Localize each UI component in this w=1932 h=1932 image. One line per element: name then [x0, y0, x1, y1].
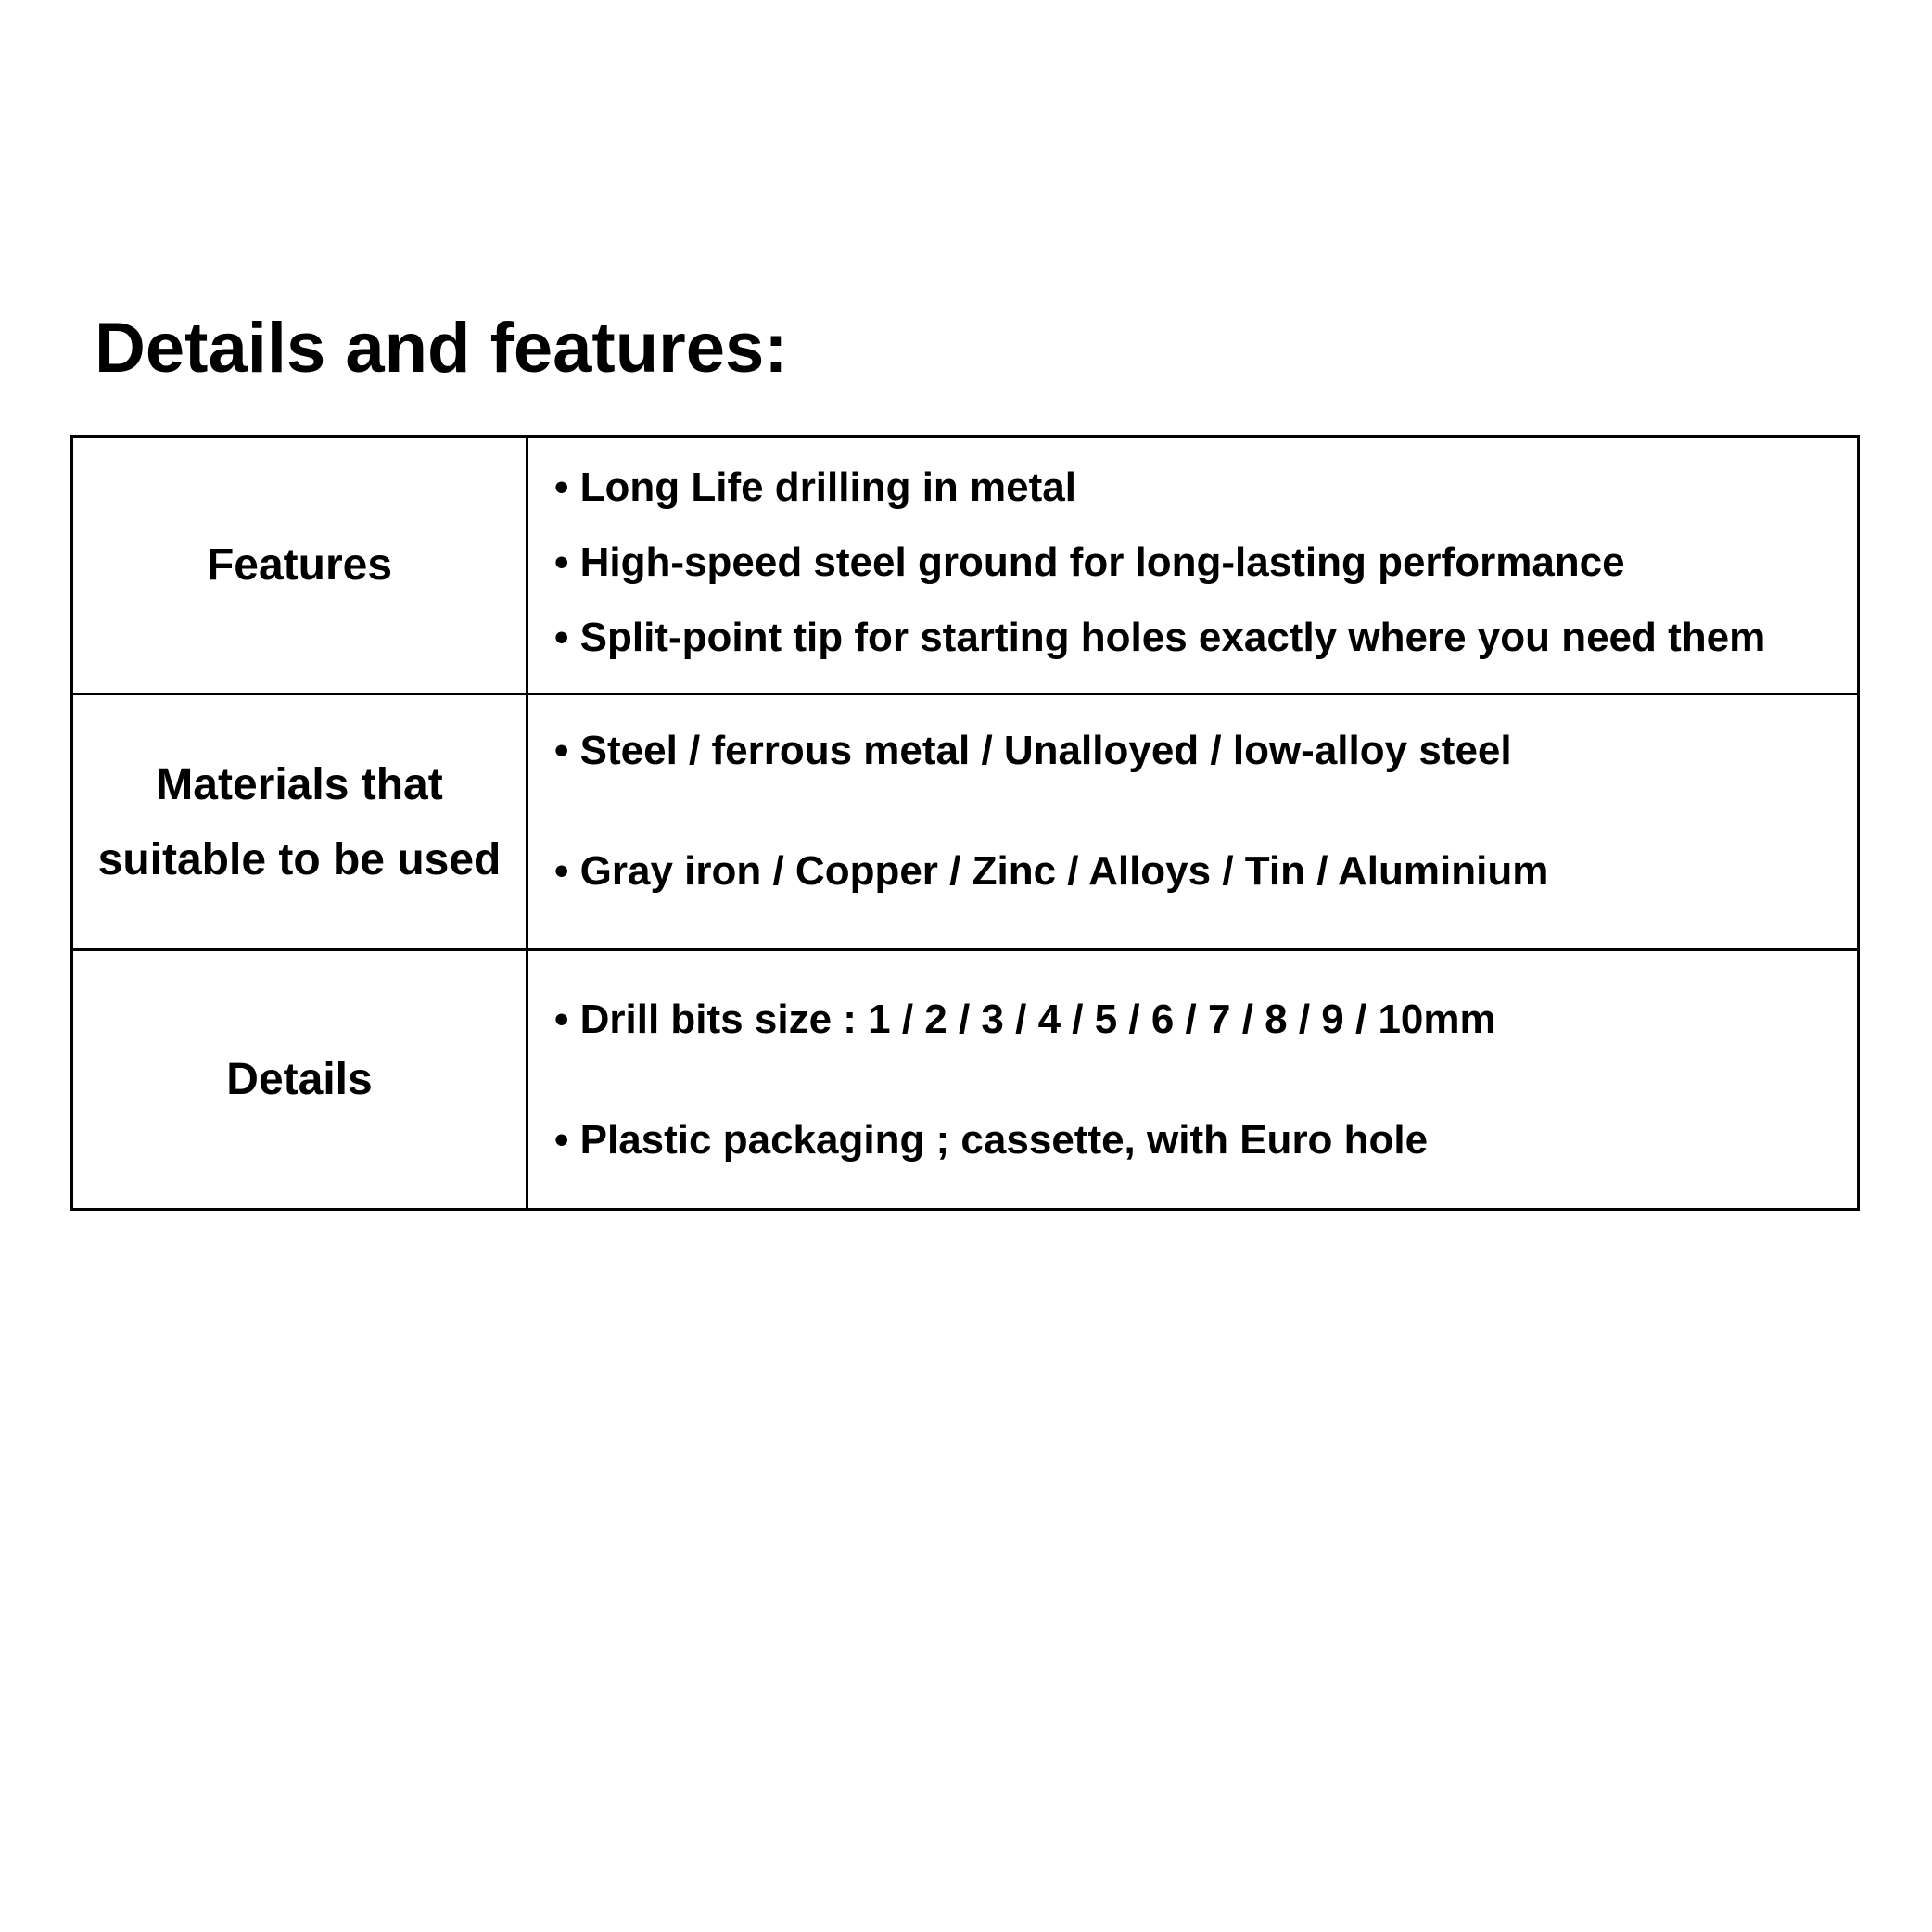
row-label-details	[72, 950, 527, 1210]
list-item: • Split-point tip for starting holes exactly where you need them	[554, 615, 1766, 660]
row-label-text: suitable to be used	[97, 834, 502, 884]
row-label-features	[72, 437, 527, 694]
list-item: • Steel / ferrous metal / Unalloyed / low-alloy steel	[554, 728, 1512, 773]
table-row-materials	[72, 694, 1859, 950]
row-label-materials	[72, 694, 527, 950]
table-row-features	[72, 437, 1859, 694]
page-title: Details and features:	[95, 309, 788, 388]
list-item: • High-speed steel ground for long-lasting performance	[554, 540, 1625, 585]
list-item: • Drill bits size : 1 / 2 / 3 / 4 / 5 / 6 / 7 / 8 / 9 / 10mm	[554, 997, 1496, 1042]
row-content-materials	[527, 694, 1859, 950]
table-row-details	[72, 950, 1859, 1210]
row-label-text: Features	[206, 540, 393, 590]
list-item: • Plastic packaging ; cassette, with Euro hole	[554, 1117, 1429, 1163]
row-label-text: Materials that	[156, 759, 443, 809]
list-item: • Long Life drilling in metal	[554, 464, 1076, 510]
row-label-text: Details	[226, 1055, 373, 1104]
list-item: • Gray iron / Copper / Zinc / Alloys / Tin / Aluminium	[554, 848, 1549, 894]
details-table	[70, 435, 1860, 1211]
row-content-details	[527, 950, 1859, 1210]
row-content-features	[527, 437, 1859, 694]
